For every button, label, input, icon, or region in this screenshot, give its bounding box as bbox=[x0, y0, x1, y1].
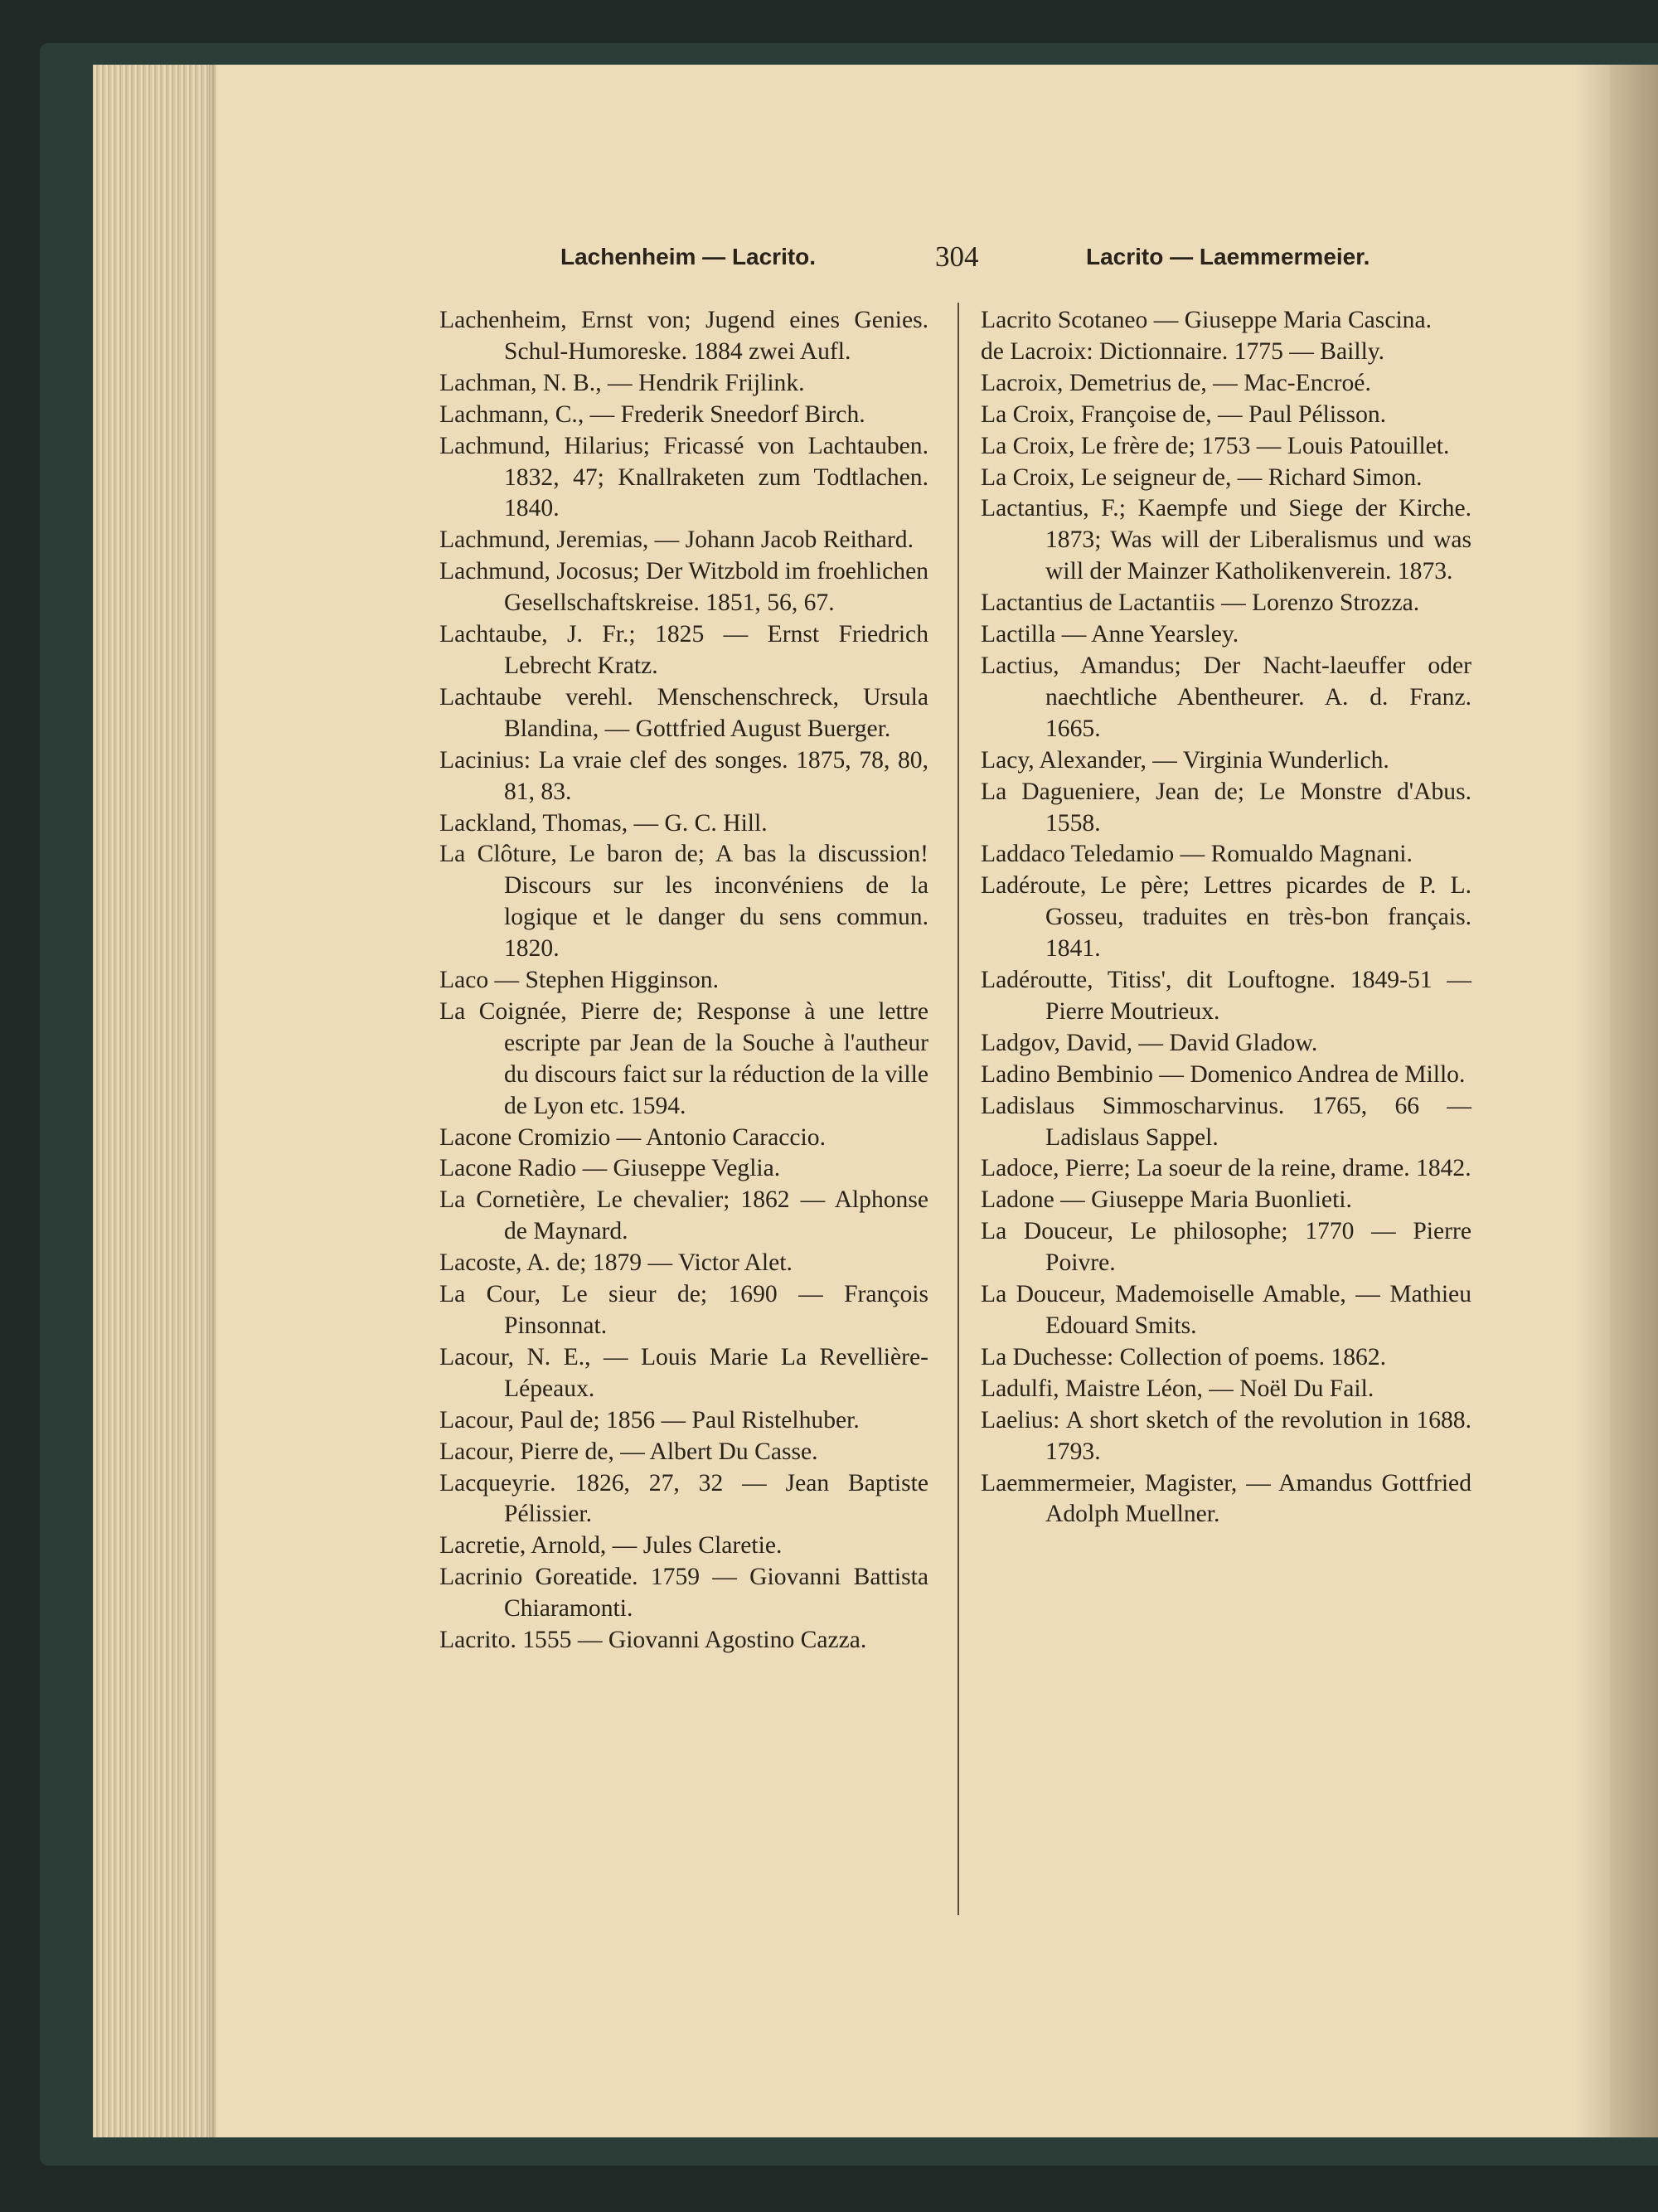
index-entry: Lacoste, A. de; 1879 — Victor Alet. bbox=[439, 1249, 793, 1277]
index-entry: Lacrito Scotaneo — Giuseppe Maria Cascina. bbox=[981, 307, 1433, 333]
index-entry: La Clôture, Le baron de; A bas la discussion! Discours sur les inconvéniens de la logique et le danger du sens commun. 1820. bbox=[439, 841, 928, 963]
index-entry: Lachenheim, Ernst von; Jugend eines Genies. Schul-Humoreske. 1884 zwei Aufl. bbox=[439, 307, 928, 365]
index-entry: La Coignée, Pierre de; Response à une lettre escripte par Jean de la Souche à l'autheur du discours faict sur la réduction de la ville de Lyon etc. 1594. bbox=[439, 997, 928, 1119]
header-right: Lacrito — Laemmermeier. bbox=[1086, 244, 1370, 269]
index-entry: Lacour, Pierre de, — Albert Du Casse. bbox=[439, 1438, 818, 1465]
index-entry: Lacour, N. E., — Louis Marie La Revellière-Lépeaux. bbox=[439, 1343, 928, 1402]
page-edges bbox=[93, 65, 217, 2137]
running-header bbox=[0, 240, 1658, 282]
index-entry: Laddaco Teledamio — Romualdo Magnani. bbox=[981, 841, 1413, 868]
index-entry: La Duchesse: Collection of poems. 1862. bbox=[981, 1343, 1387, 1370]
index-entry: Lacretie, Arnold, — Jules Claretie. bbox=[439, 1532, 783, 1560]
index-entry: La Cornetière, Le chevalier; 1862 — Alphonse de Maynard. bbox=[439, 1186, 928, 1245]
index-entry: Lacone Cromizio — Antonio Caraccio. bbox=[439, 1123, 826, 1151]
page-number: 304 bbox=[935, 240, 979, 273]
index-entry: Lachtaube, J. Fr.; 1825 — Ernst Friedrich Lebrecht Kratz. bbox=[439, 621, 928, 679]
index-entry: La Douceur, Le philosophe; 1770 — Pierre Poivre. bbox=[981, 1218, 1471, 1277]
index-entry: La Croix, Le frère de; 1753 — Louis Patouillet. bbox=[981, 432, 1450, 459]
index-entry: Ladislaus Simmoscharvinus. 1765, 66 — Ladislaus Sappel. bbox=[981, 1092, 1471, 1151]
index-entry: Lactilla — Anne Yearsley. bbox=[981, 621, 1239, 648]
index-entry: Lacqueyrie. 1826, 27, 32 — Jean Baptiste Pélissier. bbox=[439, 1469, 928, 1528]
gutter-shadow bbox=[1575, 65, 1658, 2137]
index-entry: Lachmund, Hilarius; Fricassé von Lachtauben. 1832, 47; Knallraketen zum Todtlachen. 1840. bbox=[439, 432, 928, 522]
index-entry: La Croix, Le seigneur de, — Richard Simon. bbox=[981, 463, 1423, 491]
index-entry: Lacrinio Goreatide. 1759 — Giovanni Battista Chiaramonti. bbox=[439, 1564, 928, 1623]
index-entry: Lackland, Thomas, — G. C. Hill. bbox=[439, 809, 768, 837]
index-entry: Lachman, N. B., — Hendrik Frijlink. bbox=[439, 369, 805, 396]
index-entry: Ladoce, Pierre; La soeur de la reine, drame. 1842. bbox=[981, 1155, 1471, 1182]
right-column bbox=[981, 305, 1471, 1530]
index-entry: La Cour, Le sieur de; 1690 — François Pinsonnat. bbox=[439, 1281, 928, 1339]
index-entry: La Douceur, Mademoiselle Amable, — Mathieu Edouard Smits. bbox=[981, 1281, 1471, 1339]
index-entry: Ladino Bembinio — Domenico Andrea de Millo. bbox=[981, 1060, 1466, 1088]
index-entry: Lacour, Paul de; 1856 — Paul Ristelhuber. bbox=[439, 1406, 860, 1433]
index-entry: Lachmann, C., — Frederik Sneedorf Birch. bbox=[439, 400, 865, 428]
index-entry: La Dagueniere, Jean de; Le Monstre d'Abus. 1558. bbox=[981, 778, 1471, 837]
index-entry: Ladulfi, Maistre Léon, — Noël Du Fail. bbox=[981, 1375, 1374, 1402]
index-entry: Ladone — Giuseppe Maria Buonlieti. bbox=[981, 1186, 1352, 1214]
index-entry: Lacy, Alexander, — Virginia Wunderlich. bbox=[981, 746, 1389, 774]
index-entry: Lachmund, Jocosus; Der Witzbold im froehlichen Gesellschaftskreise. 1851, 56, 67. bbox=[439, 558, 928, 617]
index-entry: de Lacroix: Dictionnaire. 1775 — Bailly. bbox=[981, 337, 1385, 365]
index-entry: Lachmund, Jeremias, — Johann Jacob Reithard. bbox=[439, 526, 914, 554]
index-entry: Ladéroutte, Titiss', dit Louftogne. 1849-51 — Pierre Moutrieux. bbox=[981, 967, 1471, 1025]
index-entry: Lactantius de Lactantiis — Lorenzo Strozza. bbox=[981, 589, 1420, 617]
index-entry: Lacone Radio — Giuseppe Veglia. bbox=[439, 1155, 781, 1182]
header-left: Lachenheim — Lacrito. bbox=[560, 244, 817, 269]
index-entry: La Croix, Françoise de, — Paul Pélisson. bbox=[981, 400, 1387, 428]
index-entry: Lacrito. 1555 — Giovanni Agostino Cazza. bbox=[439, 1627, 867, 1654]
index-entry: Lacroix, Demetrius de, — Mac-Encroé. bbox=[981, 369, 1371, 396]
column-divider bbox=[957, 303, 959, 1915]
index-entry: Ladgov, David, — David Gladow. bbox=[981, 1029, 1318, 1056]
index-entry: Ladéroute, Le père; Lettres picardes de P. L. Gosseu, traduites en très-bon français. 1841. bbox=[981, 872, 1471, 963]
index-entry: Laemmermeier, Magister, — Amandus Gottfried Adolph Muellner. bbox=[981, 1469, 1471, 1528]
index-entry: Lachtaube verehl. Menschenschreck, Ursula Blandina, — Gottfried August Buerger. bbox=[439, 683, 928, 742]
left-column bbox=[439, 305, 928, 1657]
index-entry: Laco — Stephen Higginson. bbox=[439, 967, 719, 994]
index-entry: Lactantius, F.; Kaempfe und Siege der Kirche. 1873; Was will der Liberalismus und was will der Mainzer Katholikenverein. 1873. bbox=[981, 495, 1471, 585]
index-entry: Laelius: A short sketch of the revolution in 1688. 1793. bbox=[981, 1406, 1471, 1465]
index-entry: Lactius, Amandus; Der Nacht-laeuffer oder naechtliche Abentheurer. A. d. Franz. 1665. bbox=[981, 652, 1471, 742]
index-entry: Lacinius: La vraie clef des songes. 1875, 78, 80, 81, 83. bbox=[439, 746, 928, 805]
